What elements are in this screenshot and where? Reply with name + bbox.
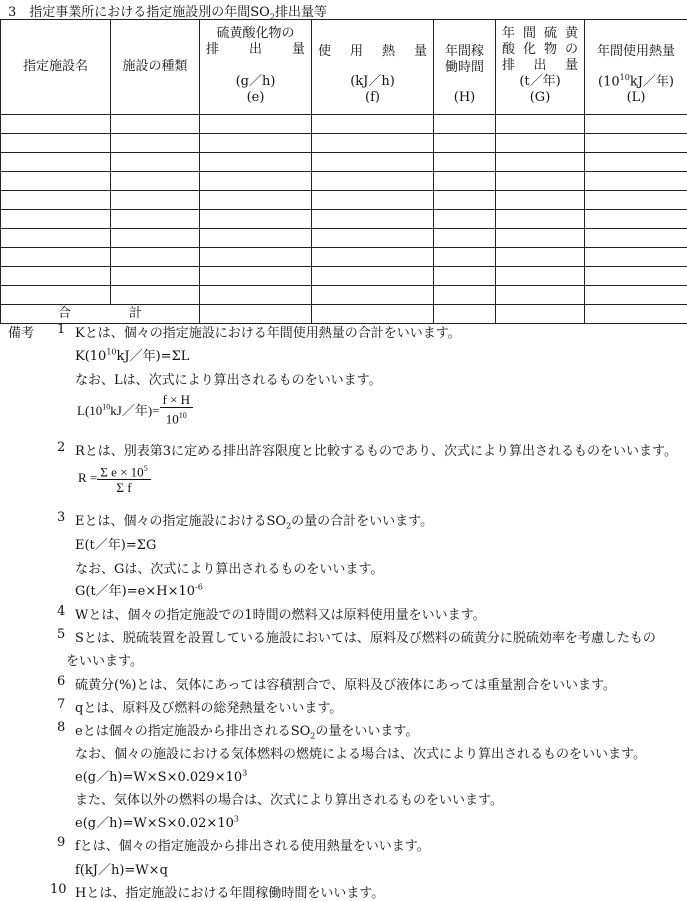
table-cell[interactable] <box>434 248 496 267</box>
table-row <box>1 191 687 210</box>
total-cell[interactable] <box>312 305 434 324</box>
table-cell[interactable] <box>200 172 312 191</box>
header-heat-usage: 使 用 熱 量 (kJ／h) (f) <box>312 20 434 115</box>
table-cell[interactable] <box>496 191 585 210</box>
total-label: 合 計 <box>1 305 200 324</box>
total-cell[interactable] <box>496 305 585 324</box>
note-6-number: 6 <box>57 674 65 689</box>
table-cell[interactable] <box>496 229 585 248</box>
table-cell[interactable] <box>434 229 496 248</box>
table-cell[interactable] <box>496 153 585 172</box>
table-cell[interactable] <box>585 172 687 191</box>
note-8-number: 8 <box>57 720 65 735</box>
note-3-number: 3 <box>57 510 65 525</box>
table-cell[interactable] <box>1 286 111 305</box>
table-cell[interactable] <box>312 210 434 229</box>
note-7-text: qとは、原料及び燃料の総発熱量をいいます。 <box>75 697 342 716</box>
table-cell[interactable] <box>434 153 496 172</box>
section-title: 3 指定事業所における指定施設別の年間$SO_2$排出量等 <box>8 1 327 22</box>
note-5-text: Sとは、脱硫装置を設置している施設においては、原料及び燃料の硫黄分に脱硫効率を考慮したもの <box>75 627 656 646</box>
note-1-formula-k: $K(10^{10}kJ/$年)=ΣL <box>75 345 189 364</box>
table-cell[interactable] <box>434 286 496 305</box>
table-cell[interactable] <box>434 210 496 229</box>
table-cell[interactable] <box>111 115 200 134</box>
note-5-number: 5 <box>57 627 65 642</box>
table-cell[interactable] <box>312 115 434 134</box>
table-cell[interactable] <box>434 134 496 153</box>
table-cell[interactable] <box>312 267 434 286</box>
remarks-label: 備考 <box>8 322 34 341</box>
table-cell[interactable] <box>111 210 200 229</box>
table-cell[interactable] <box>1 191 111 210</box>
total-row <box>1 305 687 324</box>
note-8-formula-gas: $e(g/h)=W\times S\times 0.029\times 10^3$ <box>75 766 247 785</box>
table-cell[interactable] <box>1 210 111 229</box>
table-cell[interactable] <box>585 248 687 267</box>
table-cell[interactable] <box>585 286 687 305</box>
table-cell[interactable] <box>200 267 312 286</box>
table-cell[interactable] <box>111 286 200 305</box>
note-9-text: fとは、個々の指定施設から排出される使用熱量をいいます。 <box>75 835 430 854</box>
table-cell[interactable] <box>200 248 312 267</box>
table-cell[interactable] <box>434 191 496 210</box>
note-3-formula-e: E(t／年)=ΣG <box>75 534 156 553</box>
note-4-number: 4 <box>57 604 65 619</box>
table-cell[interactable] <box>312 286 434 305</box>
table-cell[interactable] <box>585 229 687 248</box>
table-cell[interactable] <box>312 153 434 172</box>
table-cell[interactable] <box>200 210 312 229</box>
table-cell[interactable] <box>111 191 200 210</box>
total-cell[interactable] <box>434 305 496 324</box>
note-8-formula-other: $e(g/h)=W\times S\times 0.02\times 10^3$ <box>75 812 239 831</box>
table-cell[interactable] <box>111 172 200 191</box>
table-row <box>1 286 687 305</box>
table-cell[interactable] <box>312 134 434 153</box>
table-cell[interactable] <box>585 153 687 172</box>
note-3-text: Eとは、個々の指定施設における$SO_2$の量の合計をいいます。 <box>75 510 433 531</box>
table-cell[interactable] <box>200 134 312 153</box>
header-annual-hours: 年間稼 働時間 (H) <box>434 20 496 115</box>
facility-table <box>0 19 687 324</box>
table-cell[interactable] <box>312 191 434 210</box>
note-8-line2: なお、個々の施設における気体燃料の燃焼による場合は、次式により算出されるものをいいます。 <box>75 743 646 762</box>
note-5-text-cont: をいいます。 <box>66 650 143 669</box>
table-cell[interactable] <box>200 115 312 134</box>
table-cell[interactable] <box>496 115 585 134</box>
table-row <box>1 153 687 172</box>
table-cell[interactable] <box>200 153 312 172</box>
table-cell[interactable] <box>585 134 687 153</box>
table-cell[interactable] <box>585 115 687 134</box>
table-cell[interactable] <box>585 210 687 229</box>
note-3-line2: なお、Gは、次式により算出されるものをいいます。 <box>75 558 383 577</box>
note-10-text: Hとは、指定施設における年間稼働時間をいいます。 <box>75 882 384 901</box>
table-cell[interactable] <box>496 248 585 267</box>
table-row <box>1 172 687 191</box>
header-facility-kind: 施設の種類 <box>111 20 200 115</box>
note-8-line3: また、気体以外の燃料の場合は、次式により算出されるものをいいます。 <box>75 789 503 808</box>
header-annual-sox: 年 間 硫 黄 酸 化 物 の 排 出 量 (t／年) (G) <box>496 20 585 115</box>
table-cell[interactable] <box>1 115 111 134</box>
table-cell[interactable] <box>312 229 434 248</box>
total-cell[interactable] <box>585 305 687 324</box>
table-cell[interactable] <box>1 172 111 191</box>
table-cell[interactable] <box>1 248 111 267</box>
table-row <box>1 267 687 286</box>
table-cell[interactable] <box>585 267 687 286</box>
table-row <box>1 134 687 153</box>
note-4-text: Wとは、個々の指定施設での1時間の燃料又は原料使用量をいいます。 <box>75 604 486 623</box>
header-annual-heat: 年間使用熱量 ($10^{10}kJ/$年) (L) <box>585 20 687 115</box>
note-9-number: 9 <box>57 835 65 850</box>
note-1-number: 1 <box>57 322 65 337</box>
note-2-number: 2 <box>57 440 65 455</box>
table-cell[interactable] <box>1 267 111 286</box>
table-cell[interactable] <box>1 153 111 172</box>
note-2-text: Rとは、別表第3に定める排出許容限度と比較するものであり、次式により算出されるものをいいます。 <box>75 440 677 459</box>
note-10-number: 10 <box>50 882 67 897</box>
table-row <box>1 248 687 267</box>
table-row <box>1 229 687 248</box>
table-cell[interactable] <box>496 267 585 286</box>
table-cell[interactable] <box>200 191 312 210</box>
table-cell[interactable] <box>312 172 434 191</box>
table-cell[interactable] <box>434 267 496 286</box>
table-cell[interactable] <box>1 229 111 248</box>
note-3-formula-g: G(t／年)$=e\times H\times 10^{-6}$ <box>75 580 203 599</box>
table-cell[interactable] <box>111 153 200 172</box>
note-2-formula-r: R = $\frac{\Sigma e \times 10^5}{\text{Σ f}}$ <box>78 461 151 495</box>
table-cell[interactable] <box>200 229 312 248</box>
table-cell[interactable] <box>312 248 434 267</box>
table-cell[interactable] <box>200 286 312 305</box>
note-1-line2: なお、Lは、次式により算出されるものをいいます。 <box>75 369 382 388</box>
table-cell[interactable] <box>496 172 585 191</box>
table-cell[interactable] <box>111 229 200 248</box>
note-7-number: 7 <box>57 697 65 712</box>
note-9-formula-f: f(kJ／h)=W×q <box>75 859 168 878</box>
table-cell[interactable] <box>585 191 687 210</box>
table-cell[interactable] <box>111 267 200 286</box>
note-1-formula-l: $L(10^{10}kJ/$年)= $\frac{f \times H}{10^{10}}$ <box>77 392 193 426</box>
table-cell[interactable] <box>496 286 585 305</box>
table-cell[interactable] <box>434 172 496 191</box>
note-1-text: Kとは、個々の指定施設における年間使用熱量の合計をいいます。 <box>75 322 461 341</box>
table-cell[interactable] <box>496 210 585 229</box>
table-cell[interactable] <box>111 248 200 267</box>
table-cell[interactable] <box>496 134 585 153</box>
table-cell[interactable] <box>434 115 496 134</box>
note-6-text: 硫黄分(%)とは、気体にあっては容積割合で、原料及び液体にあっては重量割合をいいます。 <box>75 674 616 693</box>
total-cell[interactable] <box>200 305 312 324</box>
table-cell[interactable] <box>111 134 200 153</box>
table-row <box>1 210 687 229</box>
table-header-row <box>1 20 687 115</box>
note-8-text: eとは個々の指定施設から排出される$SO_2$の量をいいます。 <box>75 720 418 741</box>
header-sox-emission: 硫黄酸化物の 排 出 量 (g／h) (e) <box>200 20 312 115</box>
header-facility-name: 指定施設名 <box>1 20 111 115</box>
table-cell[interactable] <box>1 134 111 153</box>
table-row <box>1 115 687 134</box>
